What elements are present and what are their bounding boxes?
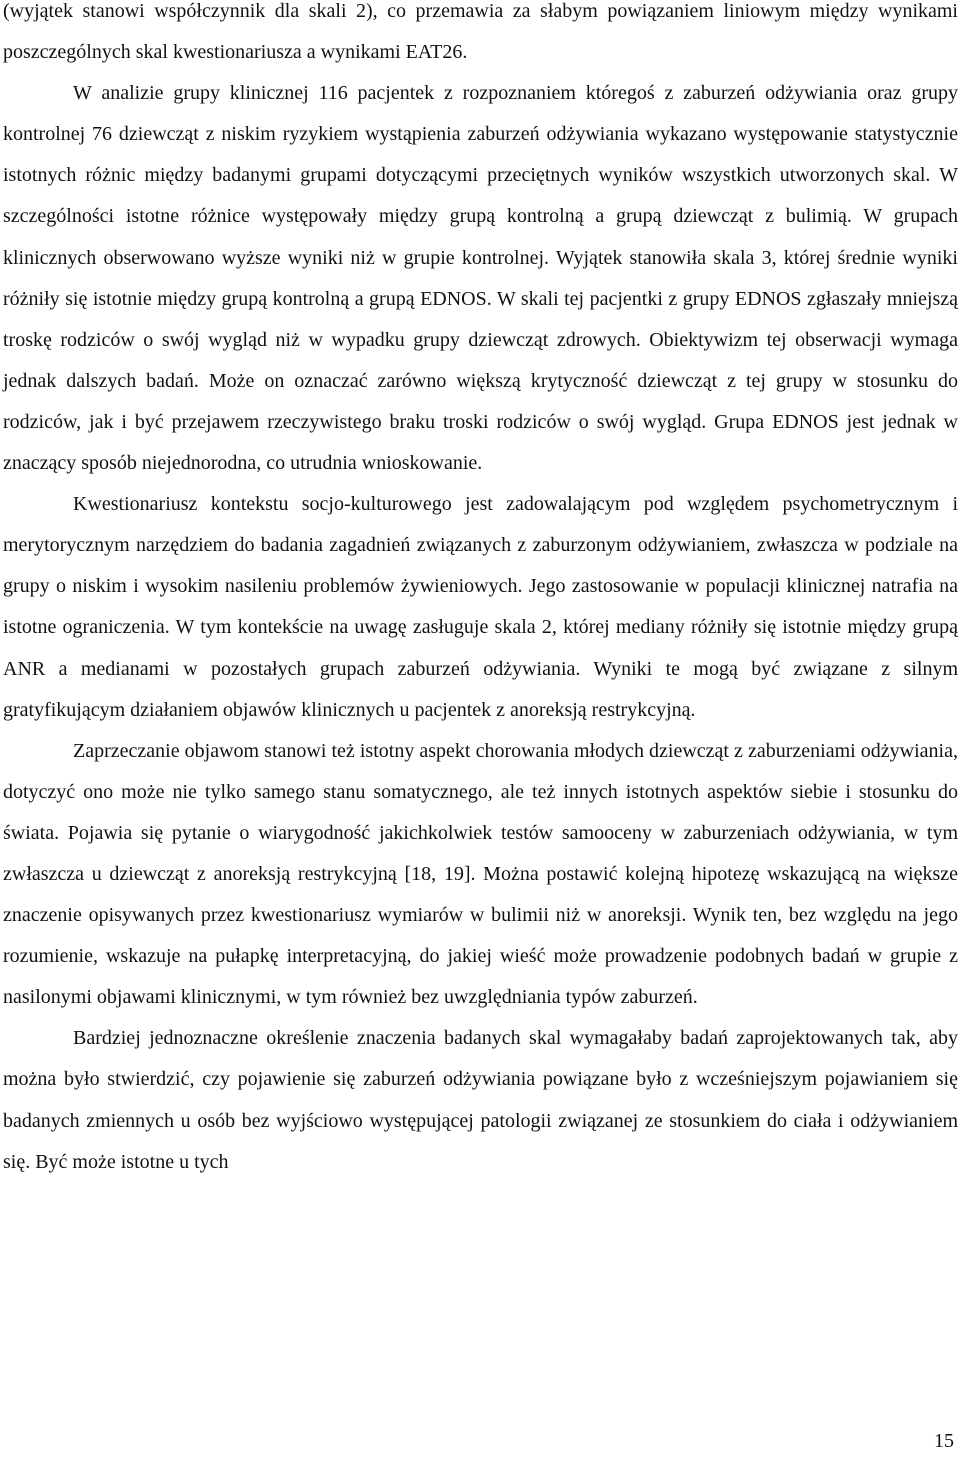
- paragraph-future-research: Bardziej jednoznaczne określenie znaczenia badanych skal wymagałaby badań zaprojektowanych tak, aby można było stwierdzić, czy pojawienie się zaburzeń odżywiania powiązane było z wcześniejszym pojawianiem się badanych zmiennych u osób bez wyjściowo występującej patologii związanej ze stosunkiem do ciała i odżywianiem się. Być może istotne u tych: [3, 1027, 958, 1173]
- paragraph-symptom-denial: Zaprzeczanie objawom stanowi też istotny aspekt chorowania młodych dziewcząt z zaburzeniami odżywiania, dotyczyć ono może nie tylko samego stanu somatycznego, ale też innych istotnych aspektów siebie i stosunku do świata. Pojawia się pytanie o wiarygodność jakichkolwiek testów samooceny w zaburzeniach odżywiania, w tym zwłaszcza u dziewcząt z anoreksją restrykcyjną [18, 19]. Można postawić kolejną hipotezę wskazującą na większe znaczenie opisywanych przez kwestionariusz wymiarów w bulimii niż w anoreksji. Wynik ten, bez względu na jego rozumienie, wskazuje na pułapkę interpretacyjną, do jakiej wieść może prowadzenie podobnych badań w grupie z nasilonymi objawami klinicznymi, w tym również bez uwzględniania typów zaburzeń.: [3, 739, 958, 1009]
- page-number: 15: [934, 1430, 954, 1452]
- paragraph-clinical-group-analysis: W analizie grupy klinicznej 116 pacjentek z rozpoznaniem któregoś z zaburzeń odżywiania oraz grupy kontrolnej 76 dziewcząt z niskim ryzykiem wystąpienia zaburzeń odżywiania wykazano występowanie statystycznie istotnych różnic między badanymi grupami dotyczącymi przeciętnych wyników wszystkich utworzonych skal. W szczególności istotne różnice występowały między grupą kontrolną a grupą dziewcząt z bulimią. W grupach klinicznych obserwowano wyższe wyniki niż w grupie kontrolnej. Wyjątek stanowiła skala 3, której średnie wyniki różniły się istotnie między grupą kontrolną a grupą EDNOS. W skali tej pacjentki z grupy EDNOS zgłaszały mniejszą troskę rodziców o swój wygląd niż w wypadku grupy dziewcząt zdrowych. Obiektywizm tej obserwacji wymaga jednak dalszych badań. Może on oznaczać zarówno większą krytyczność dziewcząt z tej grupy w stosunku do rodziców, jak i być przejawem rzeczywistego braku troski rodziców o swój wygląd. Grupa EDNOS jest jednak w znaczący sposób niejednorodna, co utrudnia wnioskowanie.: [3, 82, 958, 475]
- paragraph-questionnaire-evaluation: Kwestionariusz kontekstu socjo-kulturowego jest zadowalającym pod względem psychometrycznym i merytorycznym narzędziem do badania zagadnień związanych z zaburzonym odżywianiem, zwłaszcza w podziale na grupy o niskim i wysokim nasileniu problemów żywieniowych. Jego zastosowanie w populacji klinicznej natrafia na istotne ograniczenia. W tym kontekście na uwagę zasługuje skala 2, której mediany różniły się istotnie między grupą ANR a medianami w pozostałych grupach zaburzeń odżywiania. Wyniki te mogą być związane z silnym gratyfikującym działaniem objawów klinicznych u pacjentek z anoreksją restrykcyjną.: [3, 493, 958, 721]
- paragraph-continued: (wyjątek stanowi współczynnik dla skali 2), co przemawia za słabym powiązaniem liniowym między wynikami poszczególnych skal kwestionariusza a wynikami EAT26.: [3, 0, 958, 64]
